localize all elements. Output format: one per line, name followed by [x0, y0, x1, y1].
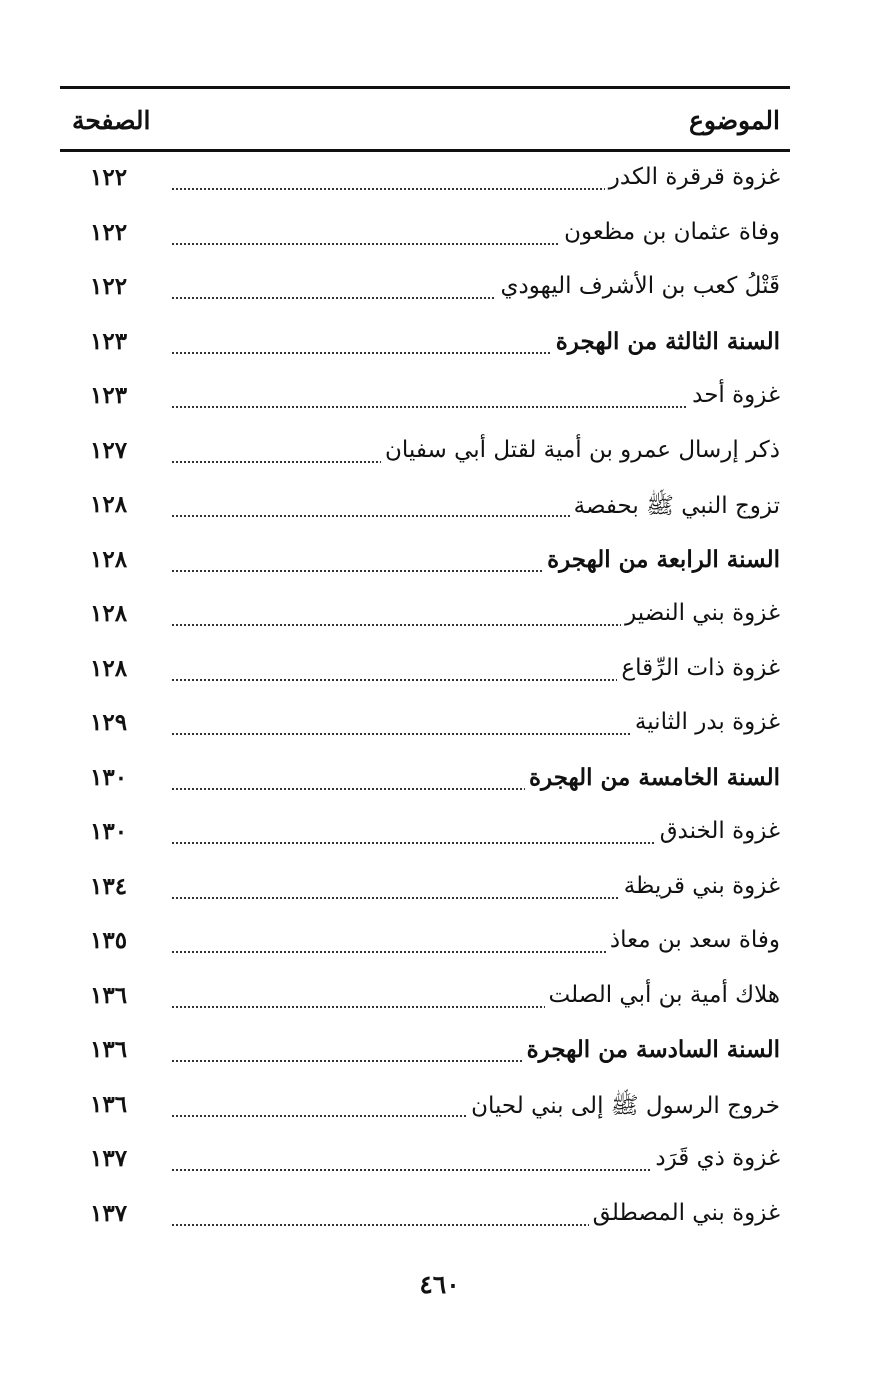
entry-title: وفاة عثمان بن مظعون	[560, 219, 780, 245]
table-header	[60, 98, 790, 144]
entry-page-number: ١٣٠	[90, 818, 128, 845]
entry-title: ذكر إرسال عمرو بن أمية لقتل أبي سفيان	[381, 437, 780, 463]
entry-title: خروج الرسول ﷺ إلى بني لحيان	[467, 1091, 780, 1125]
toc-entry	[60, 540, 790, 595]
entry-title: السنة السادسة من الهجرة	[523, 1036, 780, 1063]
toc-entry	[60, 1085, 790, 1140]
entry-page-number: ١٣٦	[90, 981, 128, 1009]
entry-title: السنة الرابعة من الهجرة	[543, 546, 780, 573]
entry-page-number: ١٣٧	[90, 1199, 128, 1227]
toc-entry	[60, 758, 790, 813]
entry-title: السنة الثالثة من الهجرة	[552, 328, 780, 355]
entry-page-number: ١٢٩	[90, 709, 128, 736]
entry-page-number: ١٢٣	[90, 327, 128, 355]
entry-page-number: ١٢٨	[90, 491, 128, 518]
toc-entry	[60, 1194, 790, 1249]
entry-page-number: ١٣٦	[90, 1036, 128, 1063]
toc-entry	[60, 267, 790, 322]
toc-entry	[60, 867, 790, 922]
dot-leader	[172, 406, 778, 408]
toc-entry	[60, 322, 790, 377]
toc-entry	[60, 812, 790, 867]
entry-page-number: ١٢٨	[90, 600, 128, 627]
toc-entry	[60, 485, 790, 540]
entry-title: غزوة ذي قَرَد	[651, 1145, 780, 1171]
entry-title: وفاة سعد بن معاذ	[606, 927, 780, 953]
toc-entry	[60, 431, 790, 486]
entry-page-number: ١٢٢	[90, 273, 128, 300]
entry-page-number: ١٣٠	[90, 763, 128, 791]
entry-page-number: ١٢٨	[90, 545, 128, 573]
top-rule	[60, 86, 790, 89]
toc-entry	[60, 594, 790, 649]
entry-title: غزوة بني النضير	[621, 600, 780, 626]
toc-entry	[60, 921, 790, 976]
toc-entry	[60, 649, 790, 704]
entry-page-number: ١٢٢	[90, 164, 128, 191]
entry-title: غزوة بدر الثانية	[631, 709, 780, 735]
entry-title: السنة الخامسة من الهجرة	[525, 764, 780, 791]
entry-page-number: ١٢٨	[90, 654, 128, 682]
entry-page-number: ١٣٧	[90, 1145, 128, 1172]
entry-page-number: ١٢٣	[90, 382, 128, 409]
toc-entry	[60, 376, 790, 431]
header-page-label: الصفحة	[72, 106, 151, 135]
entry-title: غزوة ذات الرِّقاع	[617, 655, 780, 681]
toc-entry	[60, 703, 790, 758]
toc-entry	[60, 1030, 790, 1085]
entry-title: غزوة الخندق	[656, 818, 780, 844]
entry-page-number: ١٢٧	[90, 436, 128, 464]
entry-page-number: ١٣٥	[90, 927, 128, 954]
page-number-footer: ٤٦٠	[419, 1270, 460, 1299]
entry-page-number: ١٢٢	[90, 218, 128, 246]
entry-title: غزوة قرقرة الكدر	[605, 164, 780, 190]
entry-page-number: ١٣٤	[90, 872, 128, 900]
entry-title: هلاك أمية بن أبي الصلت	[545, 982, 780, 1008]
entry-title: غزوة بني قريظة	[620, 873, 780, 899]
entry-page-number: ١٣٦	[90, 1090, 128, 1118]
header-topic-label: الموضوع	[689, 106, 780, 135]
toc-entry	[60, 1139, 790, 1194]
entry-title: تزوج النبي ﷺ بحفصة	[570, 491, 780, 525]
toc-entries	[60, 158, 790, 1248]
entry-title: قَتْلُ كعب بن الأشرف اليهودي	[496, 273, 780, 299]
toc-entry	[60, 213, 790, 268]
toc-entry	[60, 976, 790, 1031]
header-rule	[60, 149, 790, 152]
entry-title: غزوة بني المصطلق	[589, 1200, 780, 1226]
toc-entry	[60, 158, 790, 213]
entry-title: غزوة أحد	[688, 382, 780, 408]
